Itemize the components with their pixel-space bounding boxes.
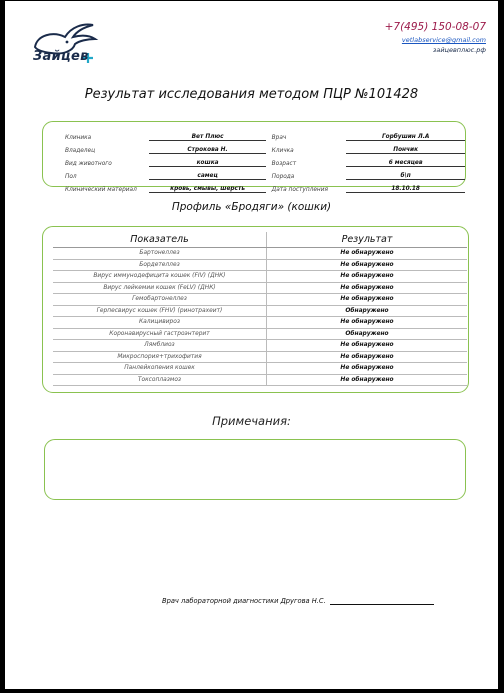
signature-text: Врач лабораторной диагностики Другова Н.С. bbox=[162, 597, 326, 605]
info-value-2: 6 месяцев bbox=[346, 154, 465, 167]
info-value: Вет Плюс bbox=[149, 128, 266, 141]
result-cell: Не обнаружено bbox=[267, 317, 468, 329]
result-cell: Не обнаружено bbox=[267, 374, 468, 386]
info-value: кошка bbox=[149, 154, 266, 167]
result-row bbox=[53, 294, 467, 306]
indicator-cell: Бордетеллез bbox=[53, 259, 267, 271]
info-label: Вид животного bbox=[65, 160, 112, 167]
result-row bbox=[53, 363, 467, 375]
info-value-2: б\п bbox=[346, 167, 465, 180]
website: зайцевплюс.рф bbox=[432, 46, 486, 54]
info-label-2: Дата поступления bbox=[271, 186, 328, 193]
result-cell: Не обнаружено bbox=[267, 294, 468, 306]
result-cell: Не обнаружено bbox=[267, 271, 468, 283]
info-value-2: Горбушин Л.А bbox=[346, 128, 465, 141]
report-page bbox=[5, 1, 498, 689]
indicator-cell: Вирус лейкемии кошек (FeLV) (ДНК) bbox=[53, 282, 267, 294]
info-value: Строкова Н. bbox=[149, 141, 266, 154]
results-box bbox=[42, 226, 469, 393]
indicator-cell: Калицивироз bbox=[53, 317, 267, 329]
result-row bbox=[53, 340, 467, 352]
info-label-2: Врач bbox=[271, 134, 287, 141]
indicator-cell: Лямблиоз bbox=[53, 340, 267, 352]
info-label-2: Кличка bbox=[271, 147, 294, 154]
result-cell: Не обнаружено bbox=[267, 351, 468, 363]
result-row bbox=[53, 374, 467, 386]
logo-text: Зайцев bbox=[33, 49, 89, 64]
info-row bbox=[65, 141, 465, 154]
indicator-cell: Вирус иммунодефицита кошек (FIV) (ДНК) bbox=[53, 271, 267, 283]
signature-block bbox=[162, 597, 434, 605]
profile-title: Профиль «Бродяги» (кошки) bbox=[171, 201, 332, 213]
result-cell: Не обнаружено bbox=[267, 363, 468, 375]
result-cell: Не обнаружено bbox=[267, 248, 468, 260]
result-row bbox=[53, 282, 467, 294]
header-result: Результат bbox=[267, 232, 468, 248]
info-label-2: Порода bbox=[271, 173, 295, 180]
header-indicator: Показатель bbox=[53, 232, 267, 248]
result-row bbox=[53, 328, 467, 340]
phone-number: +7(495) 150-08-07 bbox=[384, 21, 486, 33]
result-row bbox=[53, 248, 467, 260]
rabbit-logo-icon bbox=[27, 13, 102, 73]
patient-info-table bbox=[65, 128, 465, 193]
indicator-cell: Герпесвирус кошек (FHV) (ринотрахеит) bbox=[53, 305, 267, 317]
result-row bbox=[53, 271, 467, 283]
info-value-2: 18.10.18 bbox=[346, 180, 465, 193]
indicator-cell: Бартонеллез bbox=[53, 248, 267, 260]
indicator-cell: Гемобартонеллез bbox=[53, 294, 267, 306]
results-header-row bbox=[53, 232, 467, 248]
notes-box bbox=[44, 439, 466, 500]
info-label: Клиника bbox=[65, 134, 92, 141]
result-row bbox=[53, 351, 467, 363]
report-title: Результат исследования методом ПЦР №101428 bbox=[84, 87, 419, 102]
indicator-cell: Коронавирусный гастроэнтерит bbox=[53, 328, 267, 340]
info-row bbox=[65, 128, 465, 141]
indicator-cell: Панлейкопения кошек bbox=[53, 363, 267, 375]
result-cell: Не обнаружено bbox=[267, 259, 468, 271]
info-label: Пол bbox=[65, 173, 77, 180]
result-cell: Обнаружено bbox=[267, 305, 468, 317]
result-cell: Не обнаружено bbox=[267, 282, 468, 294]
info-value: кровь, смывы, шерсть bbox=[149, 180, 266, 193]
email-link[interactable]: vetlabservice@gmail.com bbox=[401, 36, 486, 44]
info-value: самец bbox=[149, 167, 266, 180]
info-row bbox=[65, 167, 465, 180]
info-row bbox=[65, 180, 465, 193]
info-label: Владелец bbox=[65, 147, 96, 154]
notes-title: Примечания: bbox=[212, 414, 291, 428]
result-cell: Обнаружено bbox=[267, 328, 468, 340]
info-label-2: Возраст bbox=[271, 160, 297, 167]
result-cell: Не обнаружено bbox=[267, 340, 468, 352]
result-row bbox=[53, 305, 467, 317]
info-row bbox=[65, 154, 465, 167]
result-row bbox=[53, 259, 467, 271]
results-table bbox=[53, 232, 467, 386]
indicator-cell: Токсоплазмоз bbox=[53, 374, 267, 386]
signature-line bbox=[330, 597, 434, 605]
info-label: Клинический материал bbox=[65, 186, 137, 193]
patient-info-box bbox=[42, 121, 466, 193]
info-value-2: Пончик bbox=[346, 141, 465, 154]
indicator-cell: Микроспория+трихофития bbox=[53, 351, 267, 363]
result-row bbox=[53, 317, 467, 329]
